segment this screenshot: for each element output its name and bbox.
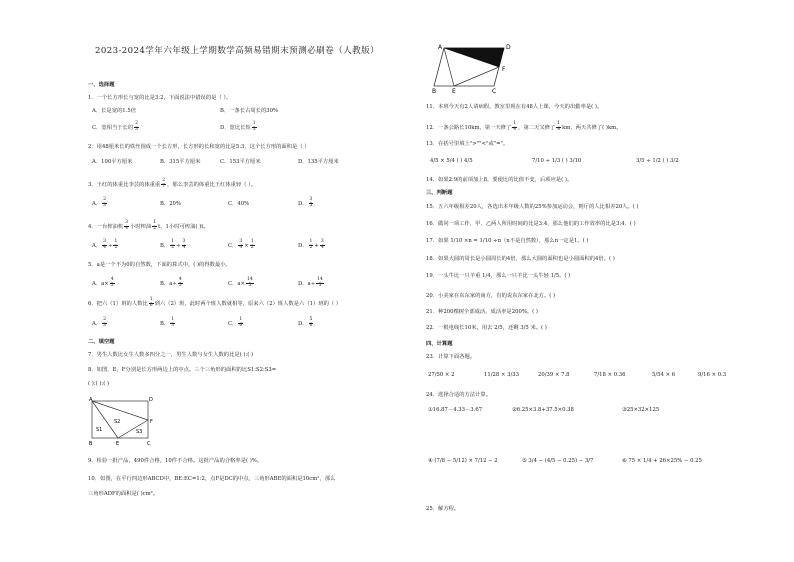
question-1: 1．一个长方形长与宽的比是3:2，下面说法中错误的是（ ）。	[88, 95, 232, 101]
q2-option-a: A．100平方厘米	[92, 159, 133, 165]
q4-option-c: C． $\frac{3}{4}$ × $\frac{1}{2}$	[228, 239, 254, 250]
question-18: 18．如果大圆的周长是小圆周长的4倍，那么大圆的面积也是小圆面积的4倍。( )	[426, 256, 615, 262]
fig8-label-e: E	[116, 441, 120, 447]
q3-option-c: C．40%	[228, 201, 250, 207]
q13-item-3: 3/5 ÷ 1/2 ( ) 3/2	[636, 158, 679, 164]
section-fill: 二、填空题	[88, 339, 115, 345]
q5-option-c: C．a× $\frac{14}{5}$	[228, 277, 253, 288]
q2-option-b: B．315平方厘米	[160, 159, 201, 165]
question-12: 12．一条公路长10km，第一天修了 $\frac{1}{4}$ ，第二天又修了 $\frac{1}{4}$ km，两天共修了( )km。	[426, 121, 622, 132]
question-2: 2．用48厘米长的铁丝围成一个长方形，长方形的长和宽的比是5:3，这个长方形的面积是（ ）	[88, 144, 310, 150]
q3-option-d: D． $\frac{3}{5}$	[298, 197, 313, 208]
question-20: 20．小美家在东东家的南方，有的说东东家在北方。( )	[426, 293, 556, 299]
q3-option-a: A． $\frac{2}{3}$	[92, 197, 106, 208]
fig8-label-s1: S1	[96, 427, 103, 433]
fig8-label-f: F	[150, 419, 153, 425]
question-3: 3．王红的体重比李芸的体重重 $\frac{2}{7}$ ，那么李芸的体重比王红体重轻（ ）。	[88, 178, 257, 189]
fig10-label-b: B	[432, 88, 437, 94]
fig8-label-d: D	[149, 397, 153, 403]
fig8-label-c: C	[147, 441, 151, 447]
q13-item-2: 7/10 ÷ 1/3 ( ) 3/10	[532, 158, 582, 164]
q1-option-a: A．长是宽的1.5倍	[92, 108, 137, 114]
q23-item-6: 9/16 × 0.3	[698, 372, 727, 378]
q1-option-d: D．宽比长短 $\frac{1}{3}$	[220, 121, 256, 132]
question-25: 25．解方程。	[426, 506, 460, 512]
question-10-cont: 三角形ADF的面积是( )cm²。	[88, 491, 159, 497]
q6-option-d: D． $\frac{5}{6}$	[298, 317, 313, 328]
question-10: 10．如图，在平行四边形ABCD中，BE:EC=1:2，点F是DC的中点，三角形ABE的面积是10cm²，那么	[88, 476, 336, 482]
q13-item-1: 4/5 × 5/4 ( ) 4/5	[430, 158, 473, 164]
q4-option-a: A． $\frac{3}{4}$ ÷ $\frac{1}{2}$	[92, 239, 118, 250]
q23-item-3: 20/39 × 7.8	[538, 372, 570, 378]
q1-option-c: C．宽相当于长的 $\frac{2}{3}$	[92, 121, 139, 132]
fig8-label-a: A	[89, 397, 93, 403]
q24-item-1: ①16.87－4.33－3.67	[428, 407, 483, 413]
fig10-label-e: E	[452, 88, 456, 94]
q23-item-5: 5/54 × 6	[652, 372, 676, 378]
q24-item-5: ⑤ 3/4 − (4/5 − 0.25) − 3/7	[522, 458, 594, 464]
section-choice: 一、选择题	[88, 82, 115, 88]
fig10-label-f: F	[502, 66, 506, 73]
question-7: 7．男生人数比女生人数多四分之一，男生人数与女生人数的比是( ):( )	[88, 352, 254, 358]
q5-option-b: B．a÷ $\frac{4}{5}$	[160, 277, 182, 288]
rectangle-figure	[86, 395, 158, 447]
fig8-label-s3: S3	[136, 429, 143, 435]
q6-option-a: A． $\frac{2}{3}$	[92, 317, 106, 328]
question-6: 6．把六（1）班的人数比 $\frac{1}{6}$ 到六（2）班，此时两个班人数就相等，原来六（2）班人数是六（1）班的（ ）	[88, 297, 342, 308]
section-judge: 三、判断题	[426, 190, 453, 196]
q1-option-b: B．一条长占周长的30%	[220, 108, 279, 114]
question-14: 14．如果2:9的前项加上8，要使比的比值不变，后项应是( )。	[426, 177, 573, 183]
q24-item-6: ⑥ 75 × 1/4 + 26×25% − 0.25	[622, 458, 702, 464]
question-13: 13．在括号里填上">""<"或"="。	[426, 141, 509, 147]
question-22: 22．一根电线长10米，用去 2/5，还剩 3/5 米。( )	[426, 325, 547, 331]
question-8-blanks: ( ):( ):( )	[88, 381, 110, 387]
q23-item-4: 7/18 × 0.36	[594, 372, 626, 378]
question-21: 21．种200棵树全部成活，成活率是200%。( )	[426, 309, 538, 315]
q24-item-3: ③25×32×125	[622, 407, 660, 413]
section-calc: 四、计算题	[426, 341, 453, 347]
question-24: 24．选择合适的方法计算。	[426, 392, 492, 398]
q24-item-2: ②6.25×3.8+37.5×0.38	[512, 407, 574, 413]
question-5: 5．a是一个不为0的自然数，下面的算式中，( )的得数最小。	[88, 262, 231, 268]
q6-option-b: B． $\frac{1}{3}$	[160, 317, 175, 328]
q2-option-c: C．153平方厘米	[220, 159, 261, 165]
q5-option-d: D．a÷ $\frac{14}{5}$	[298, 277, 323, 288]
question-9: 9．检验一批产品，490件合格，10件不合格。这批产品的合格率是( )%。	[88, 458, 263, 464]
question-16: 16．做同一项工作，甲、乙两人所用时间的比是3:4，那么他们的工作效率的比是3:4．( )	[426, 221, 636, 227]
q6-option-c: C． $\frac{1}{6}$	[228, 317, 243, 328]
q2-option-d: D．135平方厘米	[298, 159, 339, 165]
fig8-label-s2: S2	[114, 419, 121, 425]
parallelogram-figure	[432, 42, 514, 94]
fig10-label-c: C	[492, 88, 497, 94]
question-23: 23．计算下面各题。	[426, 354, 476, 360]
fig8-label-b: B	[89, 441, 93, 447]
question-19: 19．一头牛比一只羊重 1/4，那么一只羊比一头牛轻 1/5。( )	[426, 273, 571, 279]
q5-option-a: A．a× $\frac{4}{5}$	[92, 277, 114, 288]
fig10-label-d: D	[506, 44, 511, 51]
question-15: 15．五六年级相差20人，各选出本年级人数的25%参加运动会，则厅的人比相差20人。( )	[426, 204, 639, 210]
question-17: 17．如果 1/10 ×n = 1/10 ÷n（n不是自然数），那么n一定是1。( )	[426, 238, 589, 244]
fig10-label-a: A	[438, 44, 443, 51]
q4-option-b: B． $\frac{1}{2}$ ÷ $\frac{3}{4}$	[160, 239, 186, 250]
q23-item-1: 27/50 × 2	[428, 372, 455, 378]
page-title: 2023-2024学年六年级上学期数学高频易错期末预测必刷卷（人教版）	[95, 46, 380, 56]
q24-item-4: ④ (7/8 − 5/12) × 7/12 − 2	[428, 458, 498, 464]
q23-item-2: 11/28 × 3/33	[484, 372, 519, 378]
q3-option-b: B．20%	[160, 201, 181, 207]
question-8: 8．如图，E，F分别是长方形两边上的中点。三个三角形的面积的比S1:S2:S3=	[88, 367, 277, 373]
question-4: 4．一台榨油机 $\frac{3}{4}$ 小时榨油 $\frac{1}{2}$ t，1小时可榨油( )t。	[88, 220, 209, 231]
question-11: 11．本班今天有2人请病假，教室里现在有48人上课，今天的出勤率是( )。	[426, 104, 603, 110]
q4-option-d: D． $\frac{1}{2}$ + $\frac{3}{4}$	[298, 239, 324, 250]
